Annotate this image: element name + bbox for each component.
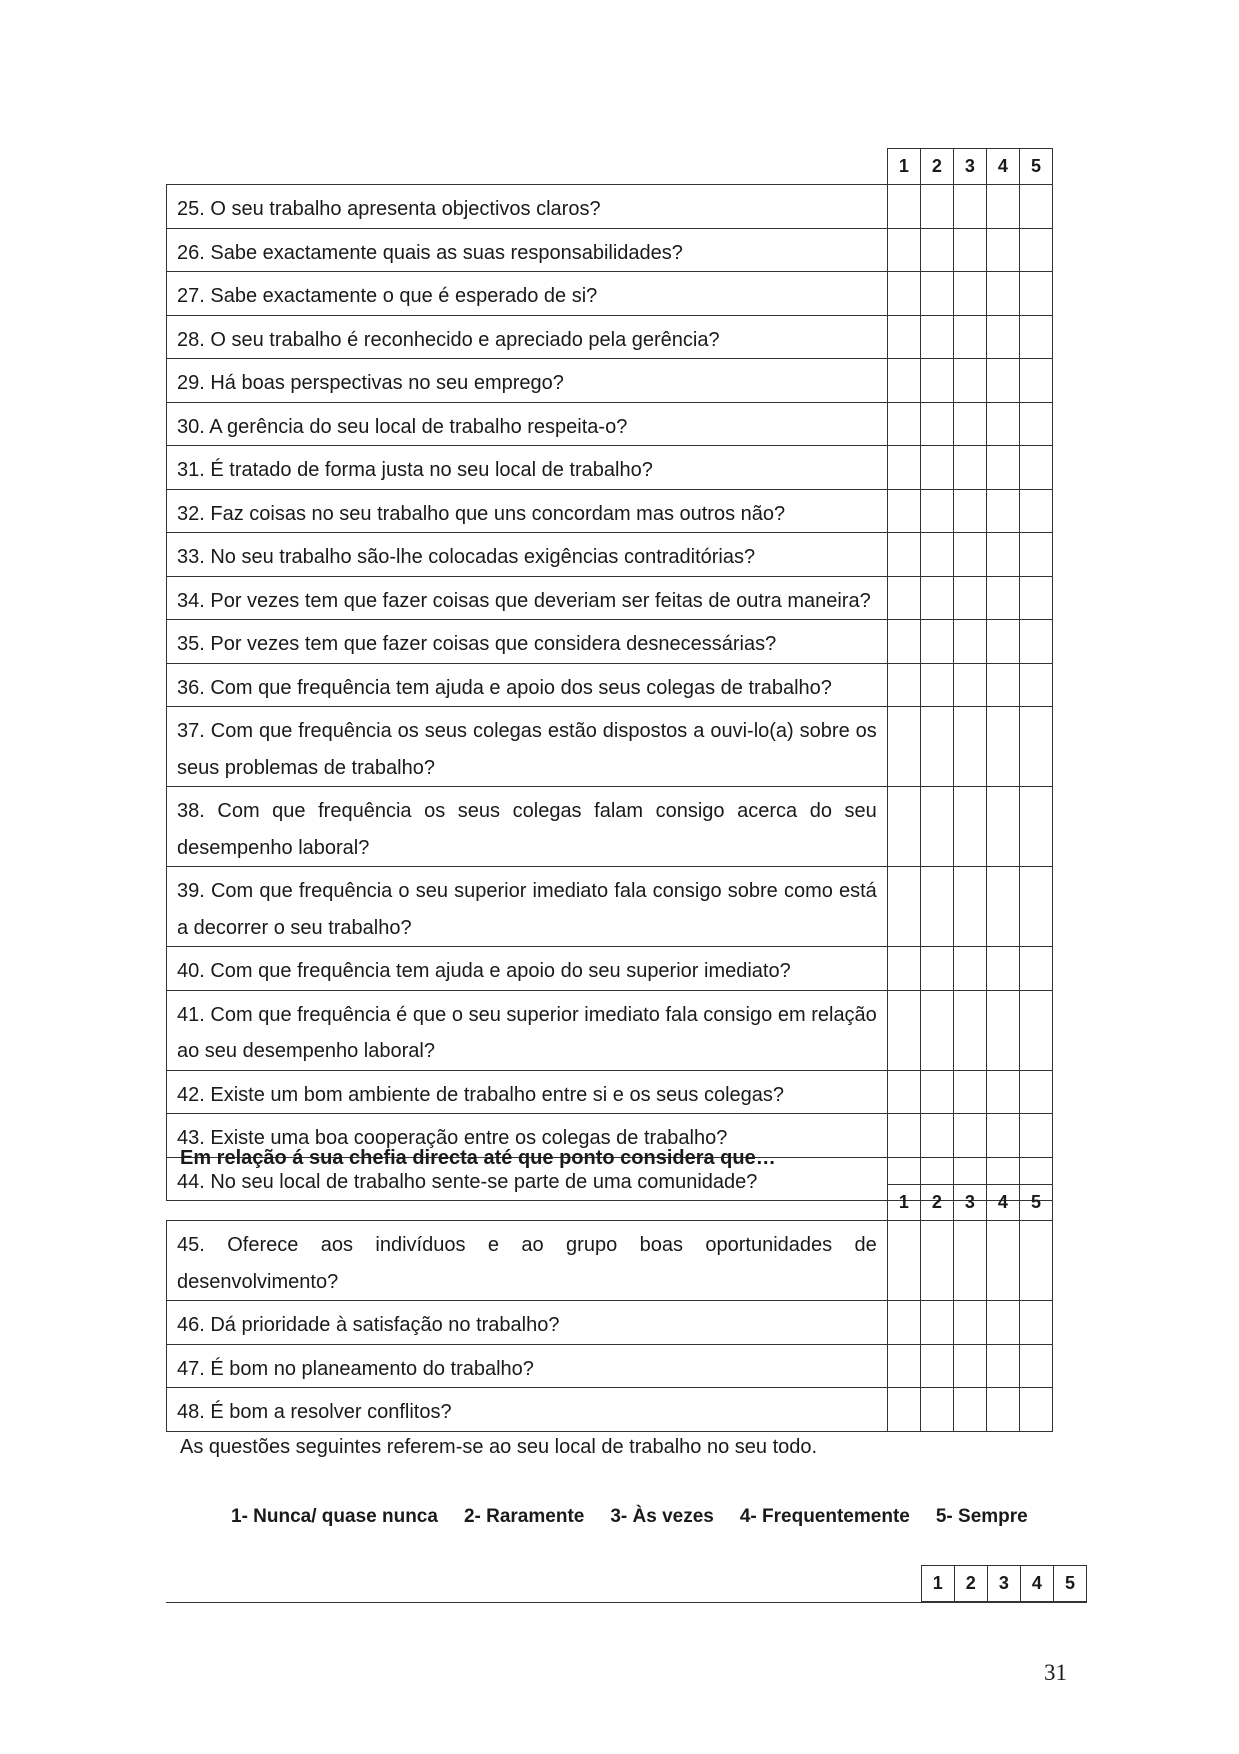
question-text: 41. Com que frequência é que o seu superior imediato fala consigo em relação ao seu desempenho laboral? xyxy=(167,990,888,1070)
question-text: 25. O seu trabalho apresenta objectivos claros? xyxy=(167,185,888,229)
answer-cell-1[interactable] xyxy=(887,228,920,272)
answer-cell-2[interactable] xyxy=(920,947,953,991)
answer-cell-3[interactable] xyxy=(953,787,986,867)
question-row xyxy=(167,1301,1053,1345)
answer-cell-3[interactable] xyxy=(953,620,986,664)
question-row xyxy=(167,228,1053,272)
answer-cell-2[interactable] xyxy=(920,272,953,316)
question-text: 45. Oferece aos indivíduos e ao grupo boas oportunidades de desenvolvimento? xyxy=(167,1221,888,1301)
answer-cell-2[interactable] xyxy=(920,1114,953,1158)
scale-legend xyxy=(231,1506,1028,1528)
question-text: 32. Faz coisas no seu trabalho que uns concordam mas outros não? xyxy=(167,489,888,533)
answer-cell-5[interactable] xyxy=(1019,707,1052,787)
question-row xyxy=(167,446,1053,490)
answer-cell-5[interactable] xyxy=(1019,947,1052,991)
answer-cell-3[interactable] xyxy=(953,533,986,577)
legend-item: 1- Nunca/ quase nunca xyxy=(231,1506,438,1527)
answer-cell-2[interactable] xyxy=(920,1301,953,1345)
answer-cell-1[interactable] xyxy=(887,1301,920,1345)
answer-cell-1[interactable] xyxy=(887,1070,920,1114)
question-row xyxy=(167,1221,1053,1301)
question-text: 33. No seu trabalho são-lhe colocadas exigências contraditórias? xyxy=(167,533,888,577)
question-text: 29. Há boas perspectivas no seu emprego? xyxy=(167,359,888,403)
answer-cell-1[interactable] xyxy=(887,533,920,577)
answer-cell-3[interactable] xyxy=(953,947,986,991)
answer-cell-4[interactable] xyxy=(986,185,1019,229)
question-row xyxy=(167,663,1053,707)
answer-cell-3[interactable] xyxy=(953,359,986,403)
scale-header-2: 2 xyxy=(920,1185,953,1221)
scale-header-5: 5 xyxy=(1053,1566,1086,1602)
answer-cell-4[interactable] xyxy=(986,1301,1019,1345)
answer-cell-3[interactable] xyxy=(953,1344,986,1388)
header-spacer xyxy=(166,1566,921,1602)
answer-cell-2[interactable] xyxy=(920,446,953,490)
legend-item: 2- Raramente xyxy=(463,1506,585,1527)
answer-cell-2[interactable] xyxy=(920,315,953,359)
question-text: 43. Existe uma boa cooperação entre os colegas de trabalho? xyxy=(167,1114,888,1158)
answer-cell-4[interactable] xyxy=(986,272,1019,316)
answer-cell-1[interactable] xyxy=(887,446,920,490)
answer-cell-3[interactable] xyxy=(953,1114,986,1158)
answer-cell-1[interactable] xyxy=(887,620,920,664)
answer-cell-2[interactable] xyxy=(920,1221,953,1301)
answer-cell-2[interactable] xyxy=(920,663,953,707)
answer-cell-2[interactable] xyxy=(920,533,953,577)
answer-cell-4[interactable] xyxy=(986,947,1019,991)
question-text: 31. É tratado de forma justa no seu local de trabalho? xyxy=(167,446,888,490)
question-text: 38. Com que frequência os seus colegas falam consigo acerca do seu desempenho laboral? xyxy=(167,787,888,867)
answer-cell-5[interactable] xyxy=(1019,315,1052,359)
answer-cell-4[interactable] xyxy=(986,533,1019,577)
scale-header-row xyxy=(167,1185,1053,1221)
answer-cell-4[interactable] xyxy=(986,1070,1019,1114)
questionnaire-table-1 xyxy=(166,148,1053,1201)
scale-header-row xyxy=(167,149,1053,185)
answer-cell-3[interactable] xyxy=(953,489,986,533)
answer-cell-5[interactable] xyxy=(1019,620,1052,664)
answer-cell-4[interactable] xyxy=(986,489,1019,533)
question-row xyxy=(167,1070,1053,1114)
question-text: 34. Por vezes tem que fazer coisas que deveriam ser feitas de outra maneira? xyxy=(167,576,888,620)
scale-header-1: 1 xyxy=(887,149,920,185)
table-bottom-rule xyxy=(166,1602,1087,1603)
answer-cell-2[interactable] xyxy=(920,359,953,403)
scale-header-5: 5 xyxy=(1019,149,1052,185)
answer-cell-4[interactable] xyxy=(986,228,1019,272)
answer-cell-5[interactable] xyxy=(1019,228,1052,272)
answer-cell-4[interactable] xyxy=(986,1388,1019,1432)
legend-item: 4- Frequentemente xyxy=(739,1506,910,1527)
scale-header-5: 5 xyxy=(1019,1185,1052,1221)
question-row xyxy=(167,576,1053,620)
answer-cell-2[interactable] xyxy=(920,576,953,620)
answer-cell-2[interactable] xyxy=(920,620,953,664)
answer-cell-1[interactable] xyxy=(887,272,920,316)
question-text: 40. Com que frequência tem ajuda e apoio do seu superior imediato? xyxy=(167,947,888,991)
answer-cell-3[interactable] xyxy=(953,1301,986,1345)
answer-cell-5[interactable] xyxy=(1019,359,1052,403)
question-row xyxy=(167,1344,1053,1388)
answer-cell-4[interactable] xyxy=(986,402,1019,446)
answer-cell-5[interactable] xyxy=(1019,1070,1052,1114)
answer-cell-1[interactable] xyxy=(887,185,920,229)
answer-cell-1[interactable] xyxy=(887,359,920,403)
answer-cell-5[interactable] xyxy=(1019,663,1052,707)
question-text: 28. O seu trabalho é reconhecido e apreciado pela gerência? xyxy=(167,315,888,359)
answer-cell-5[interactable] xyxy=(1019,1221,1052,1301)
legend-item: 5- Sempre xyxy=(935,1506,1028,1527)
section-intro: As questões seguintes referem-se ao seu local de trabalho no seu todo. xyxy=(180,1436,818,1458)
answer-cell-3[interactable] xyxy=(953,402,986,446)
answer-cell-1[interactable] xyxy=(887,489,920,533)
answer-cell-2[interactable] xyxy=(920,402,953,446)
question-text: 30. A gerência do seu local de trabalho respeita-o? xyxy=(167,402,888,446)
question-row xyxy=(167,489,1053,533)
answer-cell-3[interactable] xyxy=(953,663,986,707)
answer-cell-3[interactable] xyxy=(953,1070,986,1114)
question-row xyxy=(167,533,1053,577)
question-text: 44. No seu local de trabalho sente-se parte de uma comunidade? xyxy=(167,1157,888,1201)
scale-header-2: 2 xyxy=(954,1566,987,1602)
answer-cell-5[interactable] xyxy=(1019,1301,1052,1345)
answer-cell-5[interactable] xyxy=(1019,402,1052,446)
answer-cell-5[interactable] xyxy=(1019,185,1052,229)
answer-cell-5[interactable] xyxy=(1019,787,1052,867)
question-text: 47. É bom no planeamento do trabalho? xyxy=(167,1344,888,1388)
scale-header-1: 1 xyxy=(921,1566,954,1602)
scale-header-3: 3 xyxy=(953,1185,986,1221)
page-number: 31 xyxy=(1044,1660,1067,1685)
question-text: 36. Com que frequência tem ajuda e apoio dos seus colegas de trabalho? xyxy=(167,663,888,707)
answer-cell-4[interactable] xyxy=(986,446,1019,490)
answer-cell-1[interactable] xyxy=(887,787,920,867)
rule-line xyxy=(166,1602,1087,1603)
scale-header-4: 4 xyxy=(1020,1566,1053,1602)
question-text: 35. Por vezes tem que fazer coisas que considera desnecessárias? xyxy=(167,620,888,664)
question-row xyxy=(167,185,1053,229)
answer-cell-1[interactable] xyxy=(887,707,920,787)
answer-cell-4[interactable] xyxy=(986,315,1019,359)
scale-header-4: 4 xyxy=(986,1185,1019,1221)
answer-cell-3[interactable] xyxy=(953,990,986,1070)
answer-cell-2[interactable] xyxy=(920,1388,953,1432)
questionnaire-table-2 xyxy=(166,1184,1053,1432)
answer-cell-3[interactable] xyxy=(953,315,986,359)
answer-cell-4[interactable] xyxy=(986,1221,1019,1301)
question-row xyxy=(167,1388,1053,1432)
answer-cell-5[interactable] xyxy=(1019,489,1052,533)
answer-cell-3[interactable] xyxy=(953,228,986,272)
answer-cell-4[interactable] xyxy=(986,1344,1019,1388)
answer-cell-5[interactable] xyxy=(1019,446,1052,490)
answer-cell-4[interactable] xyxy=(986,1114,1019,1158)
answer-cell-1[interactable] xyxy=(887,867,920,947)
answer-cell-4[interactable] xyxy=(986,990,1019,1070)
question-row xyxy=(167,315,1053,359)
answer-cell-1[interactable] xyxy=(887,1221,920,1301)
answer-cell-2[interactable] xyxy=(920,228,953,272)
answer-cell-2[interactable] xyxy=(920,185,953,229)
answer-cell-3[interactable] xyxy=(953,185,986,229)
answer-cell-1[interactable] xyxy=(887,1114,920,1158)
answer-cell-4[interactable] xyxy=(986,620,1019,664)
answer-cell-1[interactable] xyxy=(887,1388,920,1432)
question-row xyxy=(167,990,1053,1070)
question-row xyxy=(167,620,1053,664)
answer-cell-3[interactable] xyxy=(953,1221,986,1301)
answer-cell-3[interactable] xyxy=(953,867,986,947)
answer-cell-2[interactable] xyxy=(920,1344,953,1388)
question-text: 48. É bom a resolver conflitos? xyxy=(167,1388,888,1432)
question-text: 42. Existe um bom ambiente de trabalho entre si e os seus colegas? xyxy=(167,1070,888,1114)
answer-cell-3[interactable] xyxy=(953,1388,986,1432)
scale-header-2: 2 xyxy=(920,149,953,185)
answer-cell-4[interactable] xyxy=(986,787,1019,867)
answer-cell-3[interactable] xyxy=(953,576,986,620)
answer-cell-3[interactable] xyxy=(953,272,986,316)
legend-item: 3- Às vezes xyxy=(610,1506,714,1527)
answer-cell-1[interactable] xyxy=(887,947,920,991)
question-row xyxy=(167,867,1053,947)
answer-cell-5[interactable] xyxy=(1019,576,1052,620)
answer-cell-3[interactable] xyxy=(953,446,986,490)
answer-cell-1[interactable] xyxy=(887,663,920,707)
question-text: 27. Sabe exactamente o que é esperado de si? xyxy=(167,272,888,316)
scale-header-3: 3 xyxy=(987,1566,1020,1602)
answer-cell-4[interactable] xyxy=(986,867,1019,947)
scale-header-row xyxy=(166,1566,1087,1602)
answer-cell-5[interactable] xyxy=(1019,990,1052,1070)
answer-cell-5[interactable] xyxy=(1019,272,1052,316)
answer-cell-4[interactable] xyxy=(986,707,1019,787)
question-text: 39. Com que frequência o seu superior imediato fala consigo sobre como está a decorrer o seu trabalho? xyxy=(167,867,888,947)
question-row xyxy=(167,707,1053,787)
question-row xyxy=(167,787,1053,867)
answer-cell-4[interactable] xyxy=(986,359,1019,403)
question-row xyxy=(167,947,1053,991)
answer-cell-2[interactable] xyxy=(920,1070,953,1114)
scale-header-1: 1 xyxy=(887,1185,920,1221)
answer-cell-5[interactable] xyxy=(1019,867,1052,947)
answer-cell-2[interactable] xyxy=(920,990,953,1070)
answer-cell-1[interactable] xyxy=(887,1344,920,1388)
question-row xyxy=(167,359,1053,403)
header-spacer xyxy=(167,1185,888,1221)
answer-cell-5[interactable] xyxy=(1019,1388,1052,1432)
scale-header-4: 4 xyxy=(986,149,1019,185)
answer-cell-3[interactable] xyxy=(953,707,986,787)
question-row xyxy=(167,402,1053,446)
question-text: 26. Sabe exactamente quais as suas responsabilidades? xyxy=(167,228,888,272)
question-text: 37. Com que frequência os seus colegas estão dispostos a ouvi-lo(a) sobre os seus problemas de trabalho? xyxy=(167,707,888,787)
answer-cell-2[interactable] xyxy=(920,489,953,533)
answer-cell-4[interactable] xyxy=(986,576,1019,620)
question-text: 46. Dá prioridade à satisfação no trabalho? xyxy=(167,1301,888,1345)
answer-cell-2[interactable] xyxy=(920,867,953,947)
scale-header-3: 3 xyxy=(953,149,986,185)
questionnaire-table-3 xyxy=(166,1565,1087,1603)
answer-cell-1[interactable] xyxy=(887,576,920,620)
answer-cell-1[interactable] xyxy=(887,315,920,359)
answer-cell-4[interactable] xyxy=(986,663,1019,707)
answer-cell-1[interactable] xyxy=(887,990,920,1070)
answer-cell-5[interactable] xyxy=(1019,1344,1052,1388)
answer-cell-5[interactable] xyxy=(1019,1114,1052,1158)
header-spacer xyxy=(167,149,888,185)
answer-cell-2[interactable] xyxy=(920,707,953,787)
answer-cell-5[interactable] xyxy=(1019,533,1052,577)
answer-cell-1[interactable] xyxy=(887,402,920,446)
answer-cell-2[interactable] xyxy=(920,787,953,867)
question-row xyxy=(167,272,1053,316)
section-heading: Em relação á sua chefia directa até que ponto considera que… xyxy=(180,1147,776,1169)
